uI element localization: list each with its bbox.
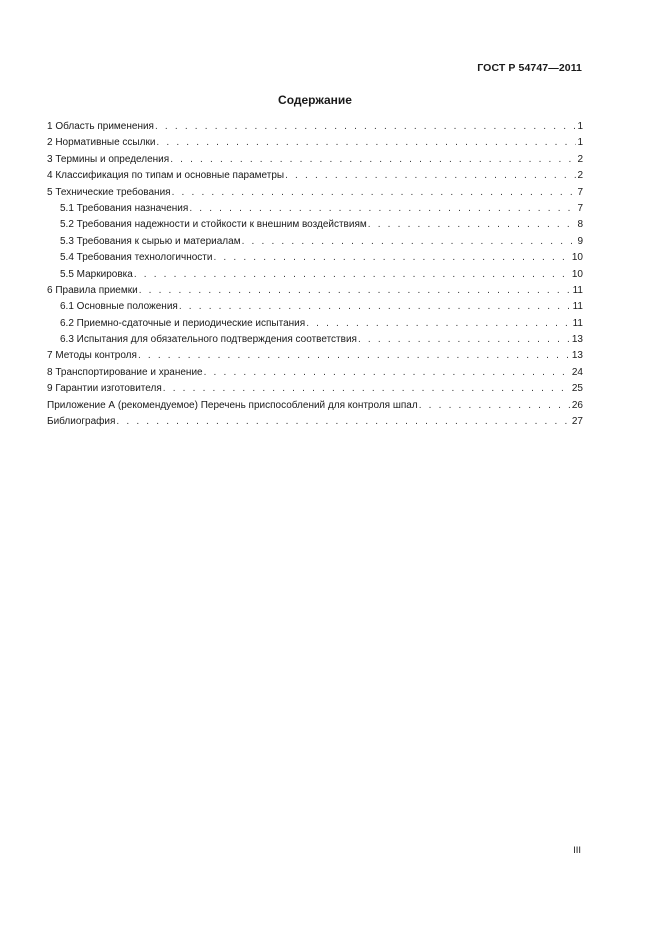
toc-dot-leader: [368, 217, 577, 233]
toc-entry[interactable]: [47, 234, 583, 250]
toc-entry-page: 7: [577, 186, 583, 198]
toc-dot-leader: [163, 381, 571, 397]
toc-entry-title: 5.5 Маркировка: [60, 268, 133, 280]
toc-dot-leader: [172, 185, 577, 201]
toc-entry-page: 11: [572, 284, 583, 296]
toc-entry-title: 2 Нормативные ссылки: [47, 137, 156, 149]
toc-entry-page: 8: [577, 219, 583, 231]
toc-dot-leader: [242, 234, 577, 250]
toc-dot-leader: [419, 398, 571, 414]
toc-dot-leader: [306, 316, 571, 332]
toc-dot-leader: [134, 267, 571, 283]
toc-entry[interactable]: [47, 267, 583, 283]
toc-title: Содержание: [278, 93, 352, 107]
toc-entry-title: 3 Термины и определения: [47, 153, 170, 165]
toc-dot-leader: [170, 152, 576, 168]
toc-entry-page: 9: [577, 235, 583, 247]
toc-entry[interactable]: [47, 348, 583, 364]
toc-entry-page: 13: [571, 334, 583, 346]
toc-entry-page: 11: [572, 301, 583, 313]
toc-entry[interactable]: [47, 299, 583, 315]
toc-entry[interactable]: [47, 217, 583, 233]
toc-entry-page: 26: [571, 399, 583, 411]
page-number: III: [573, 845, 581, 856]
toc-entry-title: 5.3 Требования к сырью и материалам: [60, 235, 241, 247]
toc-entry-page: 10: [571, 252, 583, 264]
toc-entry-title: Приложение А (рекомендуемое) Перечень приспособлений для контроля шпал: [47, 399, 418, 411]
toc-entry[interactable]: [47, 250, 583, 266]
toc-dot-leader: [116, 414, 570, 430]
toc-entry-page: 2: [577, 170, 583, 182]
toc-dot-leader: [358, 332, 571, 348]
toc-entry-title: 6.1 Основные положения: [60, 301, 178, 313]
document-code: ГОСТ Р 54747—2011: [477, 62, 582, 74]
toc-entry-page: 1: [577, 137, 583, 149]
toc-entry[interactable]: [47, 316, 583, 332]
toc-entry-page: 11: [572, 317, 583, 329]
toc-dot-leader: [155, 119, 576, 135]
toc-entry-page: 1: [577, 121, 583, 132]
toc-entry[interactable]: [47, 414, 583, 430]
toc-entry-title: 6.2 Приемно-сдаточные и периодические испытания: [60, 317, 306, 329]
toc-entry-title: 9 Гарантии изготовителя: [47, 383, 162, 395]
toc-entry[interactable]: [47, 365, 583, 381]
toc-entry-title: 8 Транспортирование и хранение: [47, 366, 203, 378]
toc-entry[interactable]: [47, 185, 583, 201]
toc-entry-page: 13: [571, 350, 583, 362]
toc-entry-page: 27: [571, 416, 583, 428]
toc-dot-leader: [285, 168, 576, 184]
toc-entry[interactable]: [47, 398, 583, 414]
toc-entry-page: 24: [571, 366, 583, 378]
toc-entry-title: 5 Технические требования: [47, 186, 171, 198]
toc-dot-leader: [156, 135, 576, 151]
toc-dot-leader: [179, 299, 572, 315]
toc-dot-leader: [213, 250, 570, 266]
table-of-contents: [47, 119, 583, 430]
toc-dot-leader: [189, 201, 576, 217]
toc-entry-title: 5.1 Требования назначения: [60, 202, 189, 214]
toc-entry[interactable]: [47, 152, 583, 168]
toc-dot-leader: [139, 283, 572, 299]
toc-entry-title: 4 Классификация по типам и основные параметры: [47, 170, 285, 182]
toc-entry[interactable]: [47, 332, 583, 348]
toc-entry[interactable]: [47, 119, 583, 135]
toc-entry-title: 5.2 Требования надежности и стойкости к внешним воздействиям: [60, 219, 367, 231]
toc-entry[interactable]: [47, 381, 583, 397]
toc-entry-title: 5.4 Требования технологичности: [60, 252, 213, 264]
toc-entry-page: 7: [577, 202, 583, 214]
toc-entry-title: 6.3 Испытания для обязательного подтверждения соответствия: [60, 334, 357, 346]
toc-entry-page: 10: [571, 268, 583, 280]
toc-entry-title: 6 Правила приемки: [47, 284, 138, 296]
toc-dot-leader: [138, 348, 571, 364]
toc-entry-title: 7 Методы контроля: [47, 350, 137, 362]
toc-entry[interactable]: [47, 135, 583, 151]
toc-entry-title: Библиография: [47, 416, 116, 428]
toc-entry[interactable]: [47, 283, 583, 299]
toc-entry-page: 2: [577, 153, 583, 165]
toc-entry-title: 1 Область применения: [47, 121, 154, 132]
toc-entry[interactable]: [47, 201, 583, 217]
toc-entry-page: 25: [571, 383, 583, 395]
toc-entry[interactable]: [47, 168, 583, 184]
toc-dot-leader: [204, 365, 571, 381]
